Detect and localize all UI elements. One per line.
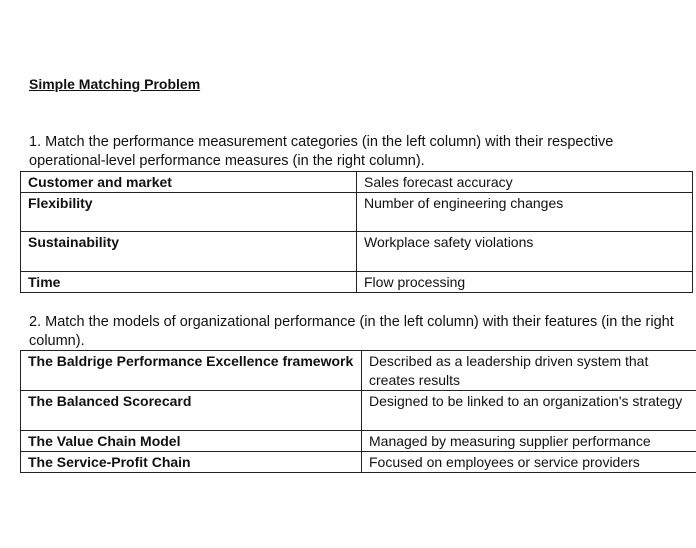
- category-cell: Flexibility: [21, 193, 357, 232]
- table-row: [21, 431, 696, 452]
- page-title: Simple Matching Problem: [29, 76, 201, 92]
- table-row: [21, 232, 693, 272]
- model-cell: The Baldrige Performance Excellence framework: [21, 351, 362, 391]
- question-1-table: [20, 171, 693, 293]
- model-cell: The Value Chain Model: [21, 431, 362, 452]
- measure-cell: Number of engineering changes: [357, 193, 693, 232]
- question-2-line-1: 2. Match the models of organizational performance (in the left column) with their features (in the right: [29, 314, 674, 330]
- question-1-line-1: 1. Match the performance measurement categories (in the left column) with their respective: [29, 134, 614, 150]
- question-2-line-2: column).: [29, 333, 85, 349]
- question-1-line-2: operational-level performance measures (in the right column).: [29, 153, 425, 169]
- table-row: [21, 452, 696, 473]
- feature-cell: Described as a leadership driven system that creates results: [362, 351, 696, 391]
- question-1-text: [29, 133, 696, 171]
- measure-cell: Flow processing: [357, 272, 693, 293]
- category-cell: Customer and market: [21, 172, 357, 193]
- model-cell: The Balanced Scorecard: [21, 391, 362, 431]
- question-2-text: [29, 313, 696, 351]
- table-row: [21, 391, 696, 431]
- category-cell: Time: [21, 272, 357, 293]
- table-row: [21, 272, 693, 293]
- table-row: [21, 351, 696, 391]
- feature-cell: Focused on employees or service providers: [362, 452, 696, 473]
- table-row: [21, 172, 693, 193]
- table-row: [21, 193, 693, 232]
- measure-cell: Sales forecast accuracy: [357, 172, 693, 193]
- measure-cell: Workplace safety violations: [357, 232, 693, 272]
- category-cell: Sustainability: [21, 232, 357, 272]
- question-2-table: [20, 350, 696, 473]
- feature-cell: Managed by measuring supplier performance: [362, 431, 696, 452]
- model-cell: The Service-Profit Chain: [21, 452, 362, 473]
- feature-cell: Designed to be linked to an organization's strategy: [362, 391, 696, 431]
